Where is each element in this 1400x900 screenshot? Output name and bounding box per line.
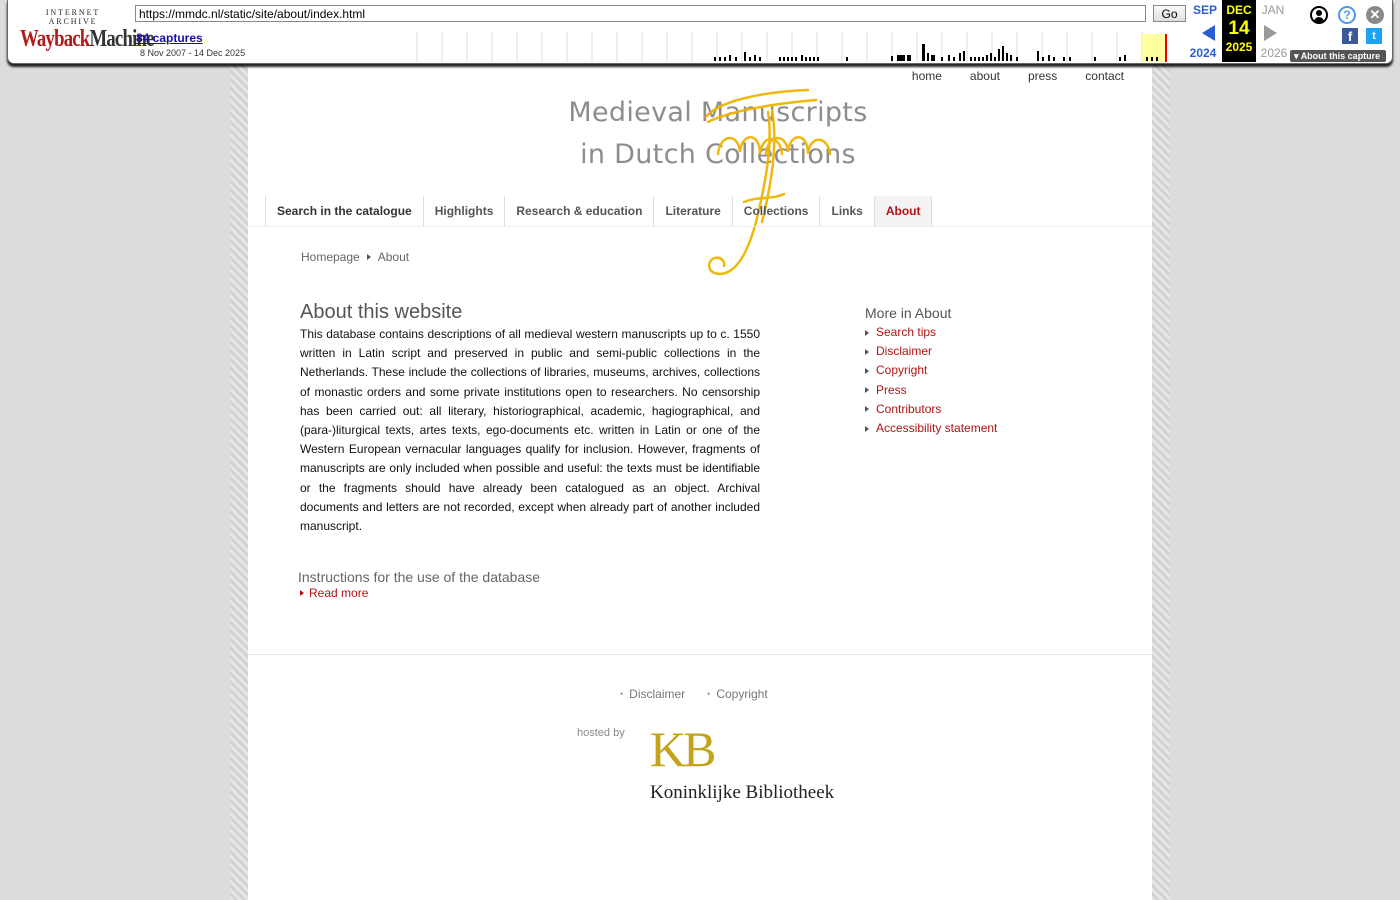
- instructions-heading: Instructions for the use of the database: [298, 569, 541, 585]
- sidebar-item-disclaimer[interactable]: [865, 342, 1065, 361]
- footer-copyright-link[interactable]: • Copyright: [707, 687, 768, 701]
- arrow-icon: [865, 330, 869, 336]
- sidebar-item-accessibility[interactable]: [865, 419, 1065, 438]
- wayback-logo-word-b: Machine: [89, 26, 154, 52]
- main-content: [300, 301, 760, 536]
- site-title-line2: in Dutch Collections: [580, 139, 856, 170]
- about-body-text: This database contains descriptions of all medieval western manuscripts up to c. 1550 written in Latin script and preserved in public and semi-public collections in the Netherlands. These include the collections of libraries, museums, archives, collections of monastic orders and some private institutions open to researchers. No censorship has been carried out: all literary, historiographical, academic, hagiographical, and (para-)liturgical texts, artes texts, ego-documents etc. written in Latin or one of the Western European vernacular languages qualify for inclusion. However, fragments of manuscripts are only included when possible and useful: the texts must be identifiable or the fragments should have already been catalogued as an object. Archival documents and letters are not recorded, except when already part of another included manuscript.: [300, 327, 760, 534]
- wayback-capture-range: 8 Nov 2007 - 14 Dec 2025: [140, 48, 246, 58]
- site-title-line1: Medieval Manuscripts: [568, 97, 868, 128]
- wayback-url-input[interactable]: [135, 5, 1146, 22]
- footer-nav: [620, 687, 768, 701]
- tab-about[interactable]: About: [874, 196, 933, 227]
- breadcrumb-separator-icon: [367, 254, 371, 260]
- sidebar-item-press[interactable]: [865, 381, 1065, 400]
- wayback-current-date: [1222, 0, 1256, 62]
- user-account-icon[interactable]: [1310, 6, 1328, 24]
- page-bg-pattern-left: [230, 64, 248, 900]
- wayback-toolbar: [7, 0, 1393, 64]
- sidebar-item-contributors[interactable]: [865, 400, 1065, 419]
- breadcrumb: [301, 250, 409, 264]
- sidebar-item-label: Search tips: [876, 325, 937, 339]
- tab-collections[interactable]: Collections: [732, 196, 820, 227]
- footer-divider: [248, 654, 1152, 655]
- sidebar-item-label: Copyright: [876, 363, 928, 378]
- arrow-icon: [865, 368, 869, 374]
- sidebar-item-search-tips[interactable]: [865, 323, 1065, 342]
- tab-links[interactable]: Links: [819, 196, 873, 227]
- sidebar-heading: More in About: [865, 305, 952, 321]
- breadcrumb-current: About: [377, 250, 410, 264]
- facebook-icon[interactable]: f: [1342, 28, 1358, 44]
- site-title[interactable]: [568, 92, 868, 176]
- about-this-capture-button[interactable]: ▾ About this capture: [1290, 50, 1386, 62]
- wayback-prev-month[interactable]: SEP: [1192, 3, 1217, 17]
- kb-logo-mark: KB: [650, 721, 714, 777]
- main-nav: [265, 196, 932, 227]
- sidebar-item-label: Accessibility statement: [876, 421, 998, 436]
- about-this-capture-label: About this capture: [1300, 51, 1381, 61]
- sidebar-item-label: Disclaimer: [876, 344, 933, 359]
- arrow-icon: [865, 387, 869, 393]
- top-nav-press[interactable]: press: [1027, 69, 1058, 83]
- wayback-prev-year[interactable]: 2024: [1189, 46, 1217, 60]
- twitter-icon[interactable]: t: [1366, 28, 1382, 44]
- arrow-icon: [865, 349, 869, 355]
- tab-research-education[interactable]: Research & education: [504, 196, 653, 227]
- top-nav-contact[interactable]: contact: [1085, 69, 1124, 83]
- breadcrumb-home[interactable]: Homepage: [301, 250, 360, 264]
- sidebar-item-label: Contributors: [876, 401, 942, 416]
- arrow-icon: [865, 426, 869, 432]
- wayback-next-month: JAN: [1261, 3, 1285, 17]
- kb-logo-name: Koninklijke Bibliotheek: [650, 782, 835, 803]
- top-nav-about[interactable]: about: [969, 69, 1000, 83]
- wayback-logo-top: INTERNET ARCHIVE: [45, 8, 101, 26]
- wayback-logo-word-a: Wayback: [20, 26, 90, 52]
- wayback-prev-arrow-icon[interactable]: [1202, 25, 1215, 41]
- wayback-current-year: 2025: [1225, 40, 1253, 54]
- wayback-next-arrow-icon: [1264, 25, 1277, 41]
- page-title: About this website: [300, 301, 463, 323]
- site-page: [248, 64, 1152, 900]
- wayback-captures-link[interactable]: 84 captures: [136, 31, 203, 45]
- hosted-by-label: hosted by: [577, 727, 625, 739]
- read-more-label: Read more: [309, 586, 369, 600]
- sidebar-list: [865, 323, 1065, 438]
- page-bg-pattern-right: [1152, 64, 1170, 900]
- arrow-icon: [865, 406, 869, 412]
- wayback-next-year: 2026: [1260, 46, 1288, 60]
- wayback-current-month: DEC: [1226, 3, 1252, 17]
- tab-search-catalogue[interactable]: Search in the catalogue: [265, 196, 423, 227]
- wayback-current-day: 14: [1228, 18, 1250, 39]
- top-nav-home[interactable]: home: [911, 69, 942, 83]
- tab-highlights[interactable]: Highlights: [423, 196, 505, 227]
- nav-divider: [248, 226, 1152, 227]
- close-icon[interactable]: ✕: [1366, 6, 1384, 24]
- sidebar: [865, 304, 1065, 438]
- kb-logo[interactable]: [650, 721, 835, 804]
- read-more-link[interactable]: [300, 586, 368, 600]
- sidebar-item-copyright[interactable]: [865, 361, 1065, 380]
- help-icon[interactable]: ?: [1338, 6, 1356, 24]
- read-more-arrow-icon: [300, 590, 304, 596]
- wayback-sparkline[interactable]: [251, 22, 1186, 62]
- tab-literature[interactable]: Literature: [653, 196, 731, 227]
- top-nav: [912, 69, 1124, 83]
- footer-disclaimer-link[interactable]: • Disclaimer: [620, 687, 685, 701]
- sidebar-item-label: Press: [876, 382, 907, 397]
- wayback-go-button[interactable]: Go: [1153, 5, 1186, 22]
- wayback-logo-main: [20, 26, 154, 52]
- wayback-logo[interactable]: [20, 8, 154, 52]
